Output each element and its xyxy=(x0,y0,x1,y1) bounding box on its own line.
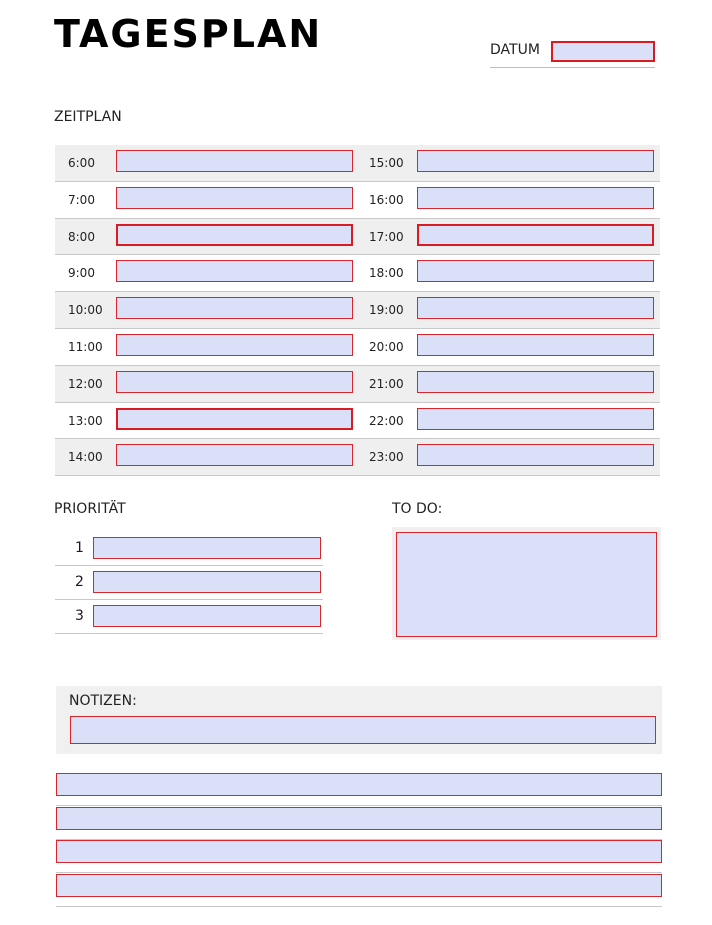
date-underline xyxy=(490,67,655,68)
schedule-row xyxy=(356,439,660,476)
schedule-row xyxy=(356,219,660,256)
schedule-row xyxy=(55,403,359,440)
schedule-field-11[interactable] xyxy=(116,334,353,356)
schedule-time: 9:00 xyxy=(68,266,95,281)
notes-field-3[interactable] xyxy=(56,807,662,830)
notes-line xyxy=(56,806,662,840)
notes-panel xyxy=(56,686,662,754)
schedule-time: 17:00 xyxy=(369,229,404,244)
schedule-row xyxy=(55,292,359,329)
priority-field-2[interactable] xyxy=(93,571,321,593)
notes-line xyxy=(56,772,662,806)
priority-row xyxy=(55,600,323,634)
schedule-field-16[interactable] xyxy=(417,187,654,209)
schedule-row xyxy=(356,145,660,182)
schedule-field-7[interactable] xyxy=(116,187,353,209)
schedule-field-8[interactable] xyxy=(116,224,353,246)
notes-line xyxy=(56,873,662,907)
todo-heading: TO DO: xyxy=(392,501,443,517)
schedule-field-17[interactable] xyxy=(417,224,654,246)
schedule-row xyxy=(356,366,660,403)
schedule-time: 20:00 xyxy=(369,339,404,354)
schedule-time: 10:00 xyxy=(68,303,103,318)
schedule-time: 6:00 xyxy=(68,156,95,170)
schedule-row xyxy=(356,329,660,366)
schedule-time: 23:00 xyxy=(369,450,404,465)
schedule-field-21[interactable] xyxy=(417,371,654,393)
priority-number: 3 xyxy=(75,608,84,624)
schedule-field-19[interactable] xyxy=(417,297,654,319)
schedule-time: 12:00 xyxy=(68,376,103,391)
schedule-row xyxy=(356,403,660,440)
schedule-field-6[interactable] xyxy=(116,150,353,172)
schedule-time: 21:00 xyxy=(369,376,404,391)
schedule-field-22[interactable] xyxy=(417,408,654,430)
date-field[interactable] xyxy=(551,41,655,62)
schedule-time: 14:00 xyxy=(68,450,103,465)
schedule-field-10[interactable] xyxy=(116,297,353,319)
schedule-column-left xyxy=(55,145,359,476)
schedule-time: 19:00 xyxy=(369,303,404,318)
todo-field[interactable] xyxy=(396,532,657,637)
schedule-time: 8:00 xyxy=(68,229,95,244)
schedule-time: 22:00 xyxy=(369,413,404,428)
schedule-heading: ZEITPLAN xyxy=(54,109,122,125)
priority-field-3[interactable] xyxy=(93,605,321,627)
date-label: DATUM xyxy=(490,42,540,58)
schedule-row xyxy=(55,329,359,366)
schedule-field-15[interactable] xyxy=(417,150,654,172)
schedule-time: 16:00 xyxy=(369,192,404,207)
schedule-time: 15:00 xyxy=(369,156,404,170)
schedule-field-20[interactable] xyxy=(417,334,654,356)
notes-field-4[interactable] xyxy=(56,840,662,863)
schedule-row xyxy=(55,366,359,403)
schedule-row xyxy=(55,255,359,292)
schedule-row xyxy=(55,439,359,476)
schedule-row xyxy=(356,182,660,219)
schedule-row xyxy=(55,182,359,219)
schedule-row xyxy=(55,145,359,182)
schedule-field-9[interactable] xyxy=(116,260,353,282)
schedule-field-13[interactable] xyxy=(116,408,353,430)
schedule-field-14[interactable] xyxy=(116,444,353,466)
schedule-field-12[interactable] xyxy=(116,371,353,393)
todo-panel xyxy=(392,527,661,640)
notes-heading: NOTIZEN: xyxy=(69,693,137,709)
priority-number: 1 xyxy=(75,540,84,556)
priority-row xyxy=(55,532,323,566)
schedule-row xyxy=(356,255,660,292)
notes-line xyxy=(56,839,662,873)
schedule-time: 18:00 xyxy=(369,266,404,281)
schedule-row xyxy=(55,219,359,256)
priority-field-1[interactable] xyxy=(93,537,321,559)
schedule-row xyxy=(356,292,660,329)
schedule-field-23[interactable] xyxy=(417,444,654,466)
schedule-time: 11:00 xyxy=(68,339,103,354)
schedule-time: 13:00 xyxy=(68,413,103,428)
schedule-time: 7:00 xyxy=(68,192,95,207)
notes-field-1[interactable] xyxy=(70,716,656,744)
notes-field-5[interactable] xyxy=(56,874,662,897)
schedule-field-18[interactable] xyxy=(417,260,654,282)
notes-field-2[interactable] xyxy=(56,773,662,796)
schedule-column-right xyxy=(356,145,660,476)
priority-heading: PRIORITÄT xyxy=(54,501,126,517)
priority-number: 2 xyxy=(75,574,84,590)
priority-row xyxy=(55,566,323,600)
page-title: TAGESPLAN xyxy=(54,12,323,56)
